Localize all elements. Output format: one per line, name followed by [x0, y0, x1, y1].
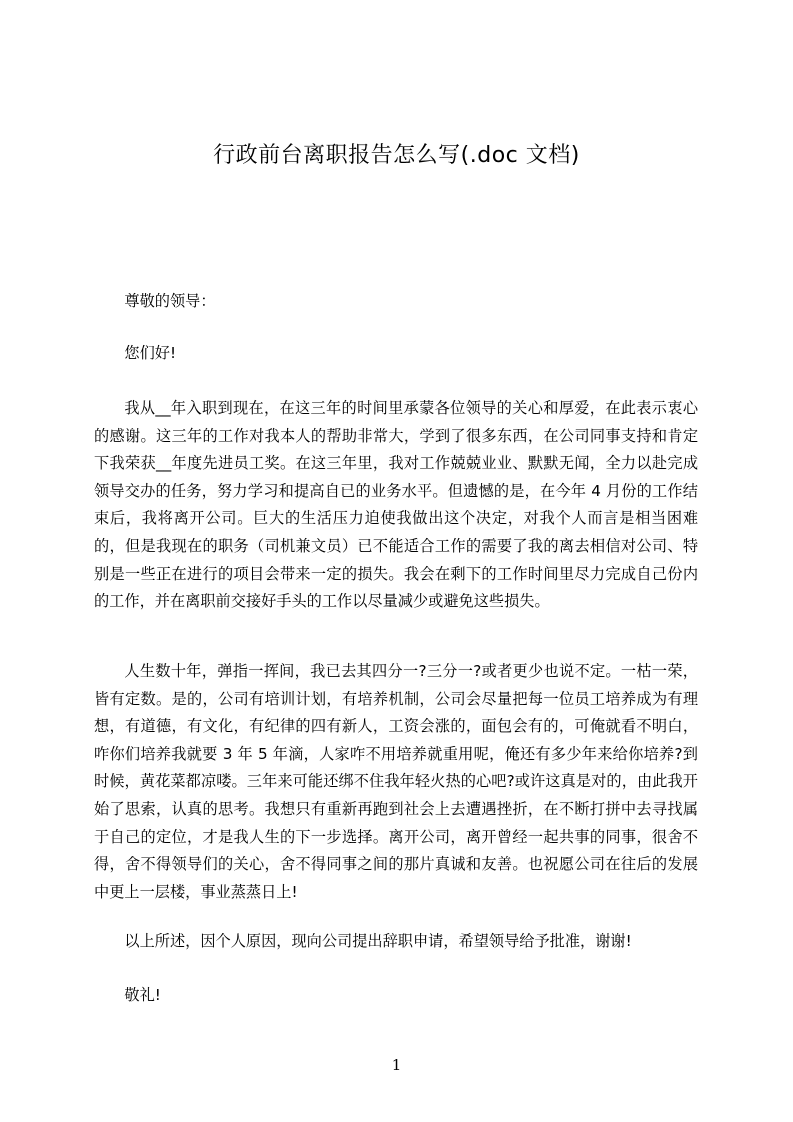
closing: 敬礼! [124, 986, 161, 1004]
page-number: 1 [391, 1056, 402, 1074]
resignation-request: 以上所述，因个人原因，现向公司提出辞职申请，希望领导给予批准，谢谢! [124, 932, 632, 950]
body-paragraph-2: 人生数十年，弹指一挥间，我已去其四分一?三分一?或者更少也说不定。一枯一荣，皆有定数。是的，公司有培训计划，有培养机制，公司会尽量把每一位员工培养成为有理想，有道德，有文化，有纪律的四有新人，工资会涨的，面包会有的，可俺就看不明白，咋你们培养我就要 3 年 5 年滴，人家咋不用培养就重用呢，俺还有多少年来给你培养?到时候，黄花菜都凉喽。三年来可能还绑不住我年轻火热的心吧?或许这真是对的，由此我开始了思索，认真的思考。我想只有重新再跑到社会上去遭遇挫折，在不断打拼中去寻找属于自己的定位，才是我人生的下一步选择。离开公司，离开曾经一起共事的同事，很舍不得，舍不得领导们的关心，舍不得同事之间的那片真诚和友善。也祝愿公司在往后的发展中更上一层楼，事业蒸蒸日上! [94, 662, 698, 901]
body-paragraph-1: 我从__年入职到现在，在这三年的时间里承蒙各位领导的关心和厚爱，在此表示衷心的感谢。这三年的工作对我本人的帮助非常大，学到了很多东西，在公司同事支持和肯定下我荣获__年度先进员工奖。在这三年里，我对工作兢兢业业、默默无闻，全力以赴完成领导交办的任务，努力学习和提高自已的业务水平。但遗憾的是，在今年 4 月份的工作结束后，我将离开公司。巨大的生活压力迫使我做出这个决定，对我个人而言是相当困难的，但是我现在的职务（司机兼文员）已不能适合工作的需要了我的离去相信对公司、特别是一些正在进行的项目会带来一定的损失。我会在剩下的工作时间里尽力完成自己份内的工作，并在离职前交接好手头的工作以尽量减少或避免这些损失。 [94, 399, 698, 611]
document-title: 行政前台离职报告怎么写(.doc 文档) [213, 143, 580, 168]
greeting: 您们好! [124, 344, 177, 362]
salutation: 尊敬的领导： [124, 292, 216, 310]
